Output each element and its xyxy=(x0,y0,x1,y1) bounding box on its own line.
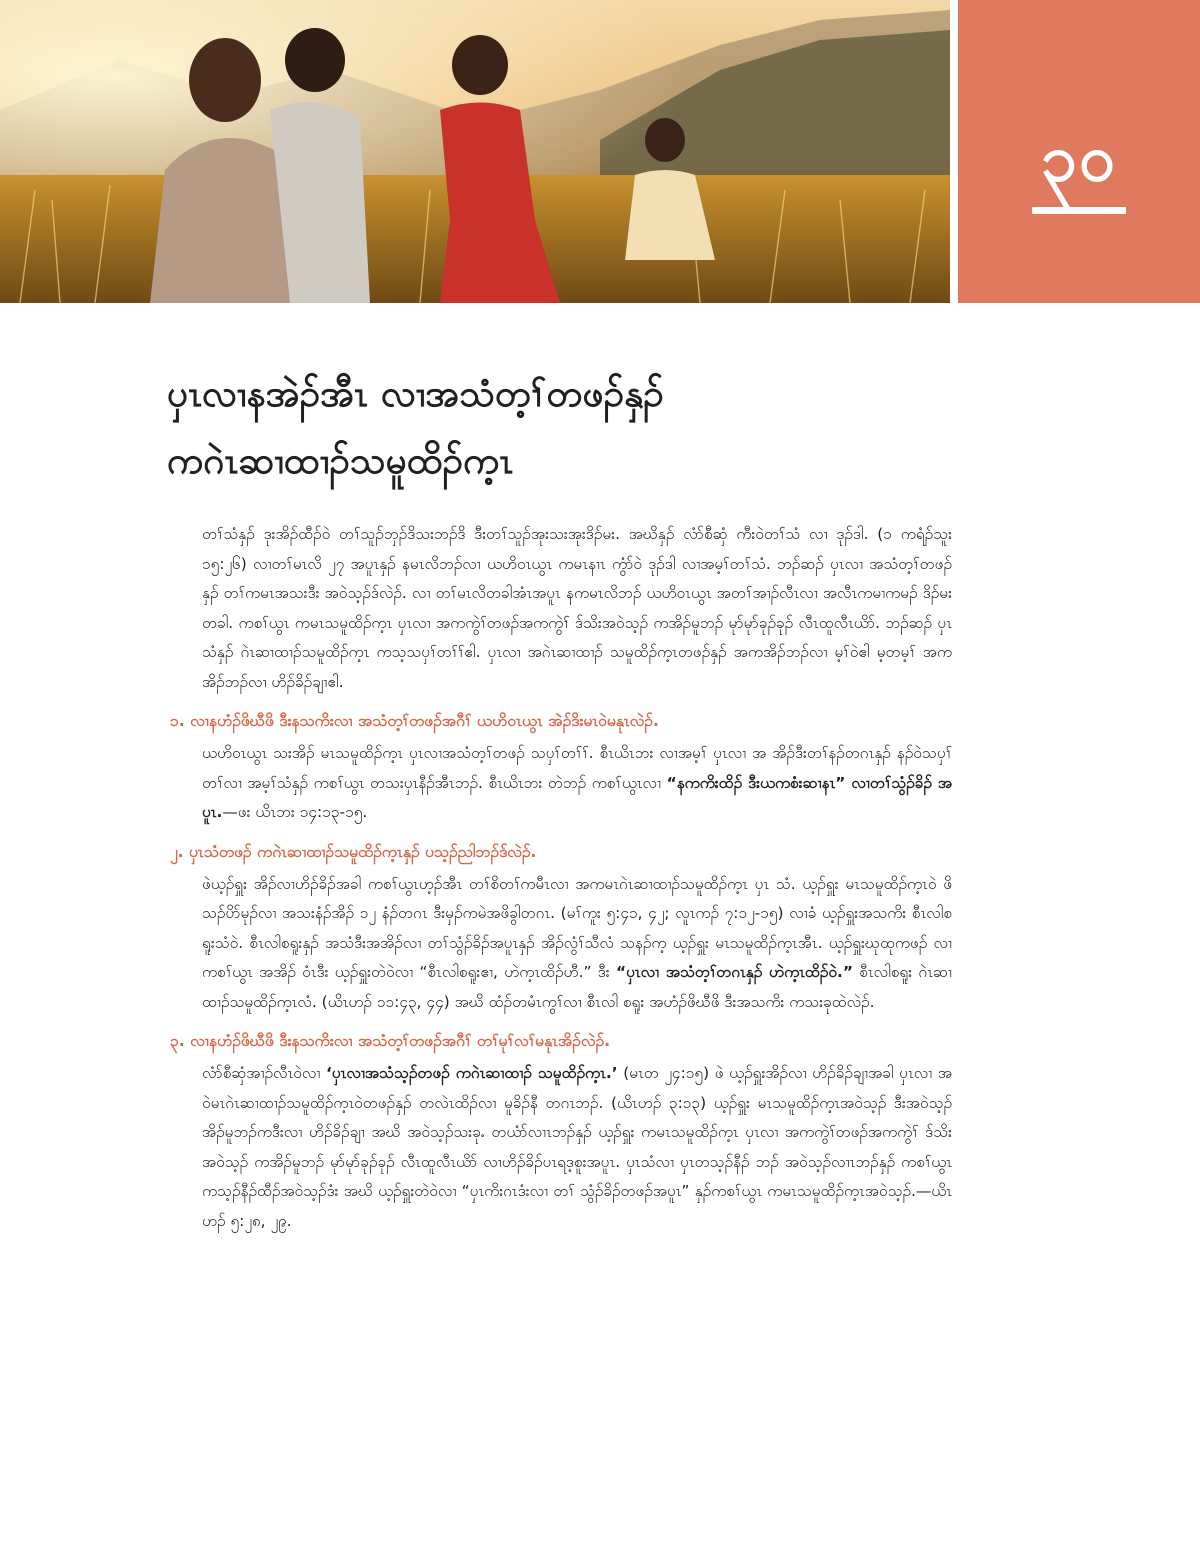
section-paragraph-2 xyxy=(202,870,952,1018)
section-2-text-b: စီၤလါစရူး ဂဲၤဆၢထၢၣ်သမူထိၣ်က့ၤလံ. (ယိၤဟၣ် ၁၁:၄၃, ၄၄) အဃိ ထံၣ်တမံၤကွၢ်လၢ စီၤလါ စရူး အဟံၣ်ဖိဃီဖိ ဒီးအသကိး ကသးခုထဲလဲၣ်. xyxy=(202,963,952,1011)
section-1-quote: “နကကိးထိၣ် ဒီးယကစံးဆၢနၤ” လၢတၢ်သွံၣ်ခိၣ် အပူၤ. xyxy=(202,773,952,821)
lesson-title-line-1: ပှၤလၢနအဲၣ်အီၤ လၢအသံတ့ၢ်တဖၣ်နှၣ် xyxy=(167,372,664,415)
lesson-title-line-2: ကဂဲၤဆၢထၢၣ်သမူထိၣ်က့ၤ xyxy=(167,439,514,482)
section-2-quote: “ပှၤလၢ အသံတ့ၢ်တဂၤနှၣ် ဟဲက့ၤထိၣ်ဝဲ.” xyxy=(615,963,853,981)
section-heading-1: ၁. လၢနဟံၣ်ဖိဃီဖိ ဒီးနသကိးလၢ အသံတ့ၢ်တဖၣ်အဂီၢ် ယဟိဝၤယွၤ အဲၣ်ဒိးမၤဝဲမနုၤလဲၣ်. xyxy=(170,712,659,730)
chapter-underline xyxy=(1032,207,1126,214)
section-paragraph-3 xyxy=(202,1059,952,1236)
lesson-body xyxy=(170,520,952,1236)
section-3-text-intro: လံာ်စီဆှံအၢၣ်လီၤဝဲလၢ xyxy=(202,1064,321,1082)
intro-paragraph: တၢ်သံနှၣ် ဒုးအိၣ်ထီၣ်ဝဲ တၢ်သူၣ်ဘှၣ်ဒိသးဘၣ်ဒိ ဒီးတၢ်သူၣ်အုးသးအုးဒိၣ်မး. အဃိနှၣ် လံာ်စီဆှံ ကီးဝဲတၢ်သံ လၢ ဒုၣ်ဒါ. (၁ ကရံၣ်သူး ၁၅:၂၆) လၢတၢ်မၤလိ ၂၇ အပူၤနှၣ် နမၤလိဘၣ်လၢ ယဟိဝၤယွၤ ကမၤနၢၤ ကွံာ်ဝဲ ဒုၣ်ဒါ လၢအမ့ၢ်တၢ်သံ. ဘၣ်ဆၣ် ပှၤလၢ အသံတ့ၢ်တဖၣ်နှၣ် တၢ်ကမၤအသးဒီး အဝဲသ့ၣ်ဒ်လဲၣ်. လၢ တၢ်မၤလိတခါအံၤအပူၤ နကမၤလိဘၣ် ယဟိဝၤယွၤ အတၢ်အၢၣ်လီၤလၢ အလီၤကမၢကမၣ် ဒိၣ်မးတခါ. ကစၢ်ယွၤ ကမၤသမူထိၣ်က့ၤ ပှၤလၢ အကကွဲၢ်တဖၣ်အကကွဲၢ် ဒ်သိးအဝဲသ့ၣ် ကအိၣ်မူဘၣ် မုာ်မုာ်ခုၣ်ခုၣ် လီၤထူလီၤယိာ်. ဘၣ်ဆၣ် ပှၤသံနှၣ် ဂဲၤဆၢထၢၣ်သမူထိၣ်က့ၤ ကသ့သပှၢ်တၢ်ၢ်ဧါ. ပှၤလၢ အဂဲၤဆၢထၢၣ် သမူထိၣ်က့ၤတဖၣ်နှၣ် အကအိၣ်ဘၣ်လၢ မ့ၢ်ဝဲဧါ မ့တမ့ၢ် အကအိၣ်ဘၣ်လၢ ဟိၣ်ခိၣ်ချၢဧါ. xyxy=(202,525,952,691)
chapter-number: ၃၀ xyxy=(1041,122,1117,196)
lesson-title xyxy=(167,360,1067,494)
family-in-field-image xyxy=(0,0,950,303)
section-heading-3: ၃. လၢနဟံၣ်ဖိဃီဖိ ဒီးနသကိးလၢ အသံတ့ၢ်တဖၣ်အဂီၢ် တၢ်မုၢ်လၢ်မနုၤအိၣ်လဲၣ်. xyxy=(170,1032,611,1050)
section-1-text-a: ယဟိဝၤယွၤ သးအိၣ် မၤသမူထိၣ်က့ၤ ပှၤလၢအသံတ့ၢ်တဖၣ် သပှၢ်တၢ်ၢ်. စီၤယိၤဘး လၢအမ့ၢ် ပှၤလၢ အ အိၣ်ဒီးတၢ်နၣ်တဂၤနှၣ် နၣ်ဝဲသပှၢ်တၢ်လၢ အမ့ၢ်သံနှၣ် ကစၢ်ယွၤ တသးပှၤနီၣ်အီၤဘၣ်. စီၤယိၤဘး တဲဘၣ် ကစၢ်ယွၤလၢ xyxy=(202,744,952,792)
section-heading-2: ၂. ပှၤသံတဖၣ် ကဂဲၤဆၢထၢၣ်သမူထိၣ်က့ၤနှၣ် ပသ့ၣ်ညါဘၣ်ဒ်လဲၣ်. xyxy=(170,842,537,861)
section-3-text-a: (မၤတ ၂၄:၁၅) ဖဲ ယ့ၣ်ရှူးအိၣ်လၢ ဟိၣ်ခိၣ်ချၢအခါ ပှၤလၢ အဝဲမၤဂဲၤဆၢထၢၣ်သမူထိၣ်က့ၤဝဲတဖၣ်နှၣ် တလဲၤထိၣ်လၢ မူခိၣ်နီ တဂၤဘၣ်. (ယိၤဟၣ် ၃:၁၃) ယ့ၣ်ရှူး မၤသမူထိၣ်က့ၤအဝဲသ့ၣ် ဒီးအဝဲသ့ၣ် အိၣ်မူဘၣ်ကဒီးလၢ ဟိၣ်ခိၣ်ချၢ အဃိ အဝဲသ့ၣ်သးခုႉ တယံာ်လၢၤဘၣ်နှၣ် ယ့ၣ်ရှူး ကမၤသမူထိၣ်က့ၤ ပှၤလၢ အကကွဲၢ်တဖၣ်အကကွဲၢ် ဒ်သိး အဝဲသ့ၣ် ကအိၣ်မူဘၣ် မုာ်မုာ်ခုၣ်ခုၣ် လီၤထူလီၤယိာ် လၢဟိၣ်ခိၣ်ပၤရဒ့စူးအပူၤ. ပှၤသံလၢ ပှၤတသ့ၣ်နီၣ် ဘၣ် အဝဲသ့ၣ်လၢၤဘၣ်နှၣ် ကစၢ်ယွၤ ကသ့ၣ်နီၣ်ထီၣ်အဝဲသ့ၣ်ဒံး အဃိ ယ့ၣ်ရှူးတဲဝဲလၢ “ပှၤကိးဂၤဒံးလၢ တၢ် သွံၣ်ခိၣ်တဖၣ်အပူၤ” နှၣ်ကစၢ်ယွၤ ကမၤသမူထိၣ်က့ၤအဝဲသ့ၣ်.—ယိၤဟၣ် ၅:၂၈, ၂၉. xyxy=(202,1064,952,1230)
section-paragraph-1 xyxy=(202,739,952,828)
chapter-number-box xyxy=(958,0,1200,303)
section-3-quote: ‘ပှၤလၢအသံသ့ၣ်တဖၣ် ကဂဲၤဆၢထၢၣ် သမူထိၣ်က့ၤ.’ xyxy=(326,1064,618,1082)
section-2-text-a: ဖဲယ့ၣ်ရှူး အိၣ်လၢဟိၣ်ခိၣ်အခါ ကစၢ်ယွၤဟ့ၣ်အီၤ တၢ်စိတၢ်ကမီၤလၢ အကမၤဂဲၤဆၢထၢၣ်သမူထိၣ်က့ၤ ပှၤ သံ. ယ့ၣ်ရှူး မၤသမူထိၣ်က့ၤဝဲ ဖိသၣ်ပိာ်မုၣ်လၢ အသးနံၣ်အိၣ် ၁၂ နံၣ်တဂၤ ဒီးမှၣ်ကမဲအဖိခွါတဂၤ. (မၢ်ကူး ၅:၄၁, ၄၂; လူၤကၣ် ၇:၁၂-၁၅) လၢခံ ယ့ၣ်ရှူးအသကိး စီၤလါစရူးသံဝဲ. စီၤလါစရူးနှၣ် အသံဒီးအအိၣ်လၢ တၢ်သွံၣ်ခိၣ်အပူၤနှၣ် အိၣ်လွံၢ်သီလံ သနၣ်က့ ယ့ၣ်ရှူး မၤသမူထိၣ်က့ၤအီၤ. ယ့ၣ်ရှူးဃုထုကဖၣ် လၢကစၢ်ယွၤ အအိၣ် ဝံၤဒီး ယ့ၣ်ရှူးတဲဝဲလၢ “စီၤလါစရူးဧၢ, ဟဲက့ၤထိၣ်ဟီ.” ဒီး xyxy=(202,874,952,981)
section-1-reference: —ဖး ယိၤဘး ၁၄:၁၃-၁၅. xyxy=(222,803,368,821)
hero-photo xyxy=(0,0,950,303)
